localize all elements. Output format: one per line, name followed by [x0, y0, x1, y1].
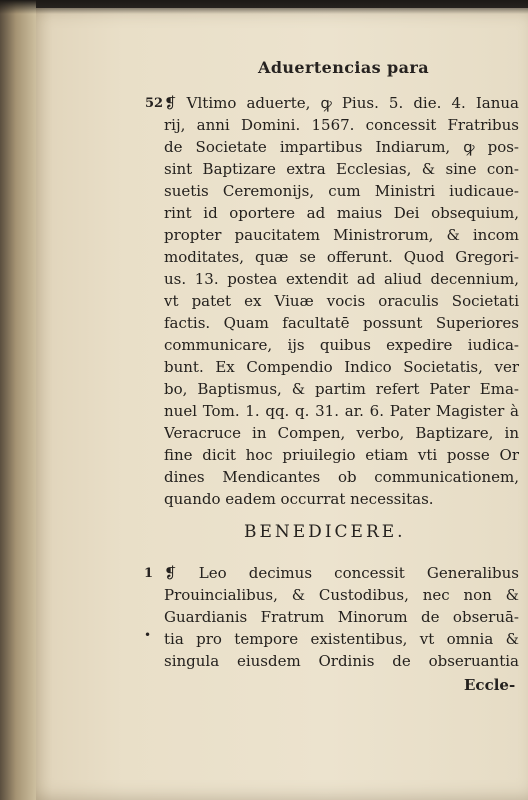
running-head: Aduertencias para [258, 58, 429, 77]
text-line: bo, Baptismus, & partim refert Pater Ema- [164, 380, 519, 398]
text-line: singula eiusdem Ordinis de obseruantia [164, 652, 519, 670]
margin-mark: • [144, 628, 152, 642]
text-line: Prouincialibus, & Custodibus, nec non & [164, 586, 519, 604]
text-line: vt patet ex Viuæ vocis oraculis Societati [164, 292, 519, 310]
text-line: rint id oportere ad maius Dei obsequium, [164, 204, 519, 222]
text-line: tia pro tempore existentibus, vt omnia & [164, 630, 519, 648]
text-line: bunt. Ex Compendio Indico Societatis, ver [164, 358, 519, 376]
paragraph-number: 1 [144, 566, 154, 581]
text-line: factis. Quam facultatē possunt Superiores [164, 314, 519, 332]
section-heading: BENEDICERE. [244, 522, 406, 542]
text-line: de Societate impartibus Indiarum, ꝙ pos- [164, 138, 519, 156]
text-line: Guardianis Fratrum Minorum de obseruā- [164, 608, 519, 626]
text-line: dines Mendicantes ob communicationem, [164, 468, 519, 486]
text-line: propter paucitatem Ministrorum, & incom [164, 226, 519, 244]
text-line: us. 13. postea extendit ad aliud decennium, [164, 270, 519, 288]
text-line: moditates, quæ se offerunt. Quod Gregori- [164, 248, 519, 266]
book-gutter-edge [0, 0, 36, 800]
text-line: rij, anni Domini. 1567. concessit Fratribus [164, 116, 519, 134]
text-line: fine dicit hoc priuilegio etiam vti posse Or [164, 446, 519, 464]
text-line: ❡ Vltimo aduerte, ꝙ Pius. 5. die. 4. Ianua [164, 94, 519, 112]
text-line: communicare, ijs quibus expedire iudica- [164, 336, 519, 354]
text-line: Veracruce in Compen, verbo, Baptizare, in [164, 424, 519, 442]
catchword: Eccle- [464, 676, 516, 694]
text-line: ❡ Leo decimus concessit Generalibus [164, 564, 519, 582]
paragraph-number: 52 [145, 96, 164, 111]
text-line: quando eadem occurrat necessitas. [164, 490, 434, 508]
text-line: suetis Ceremonijs, cum Ministri iudicaue- [164, 182, 519, 200]
text-line: sint Baptizare extra Ecclesias, & sine con- [164, 160, 519, 178]
text-line: nuel Tom. 1. qq. q. 31. ar. 6. Pater Magister à [164, 402, 519, 420]
top-shadow [0, 0, 528, 14]
